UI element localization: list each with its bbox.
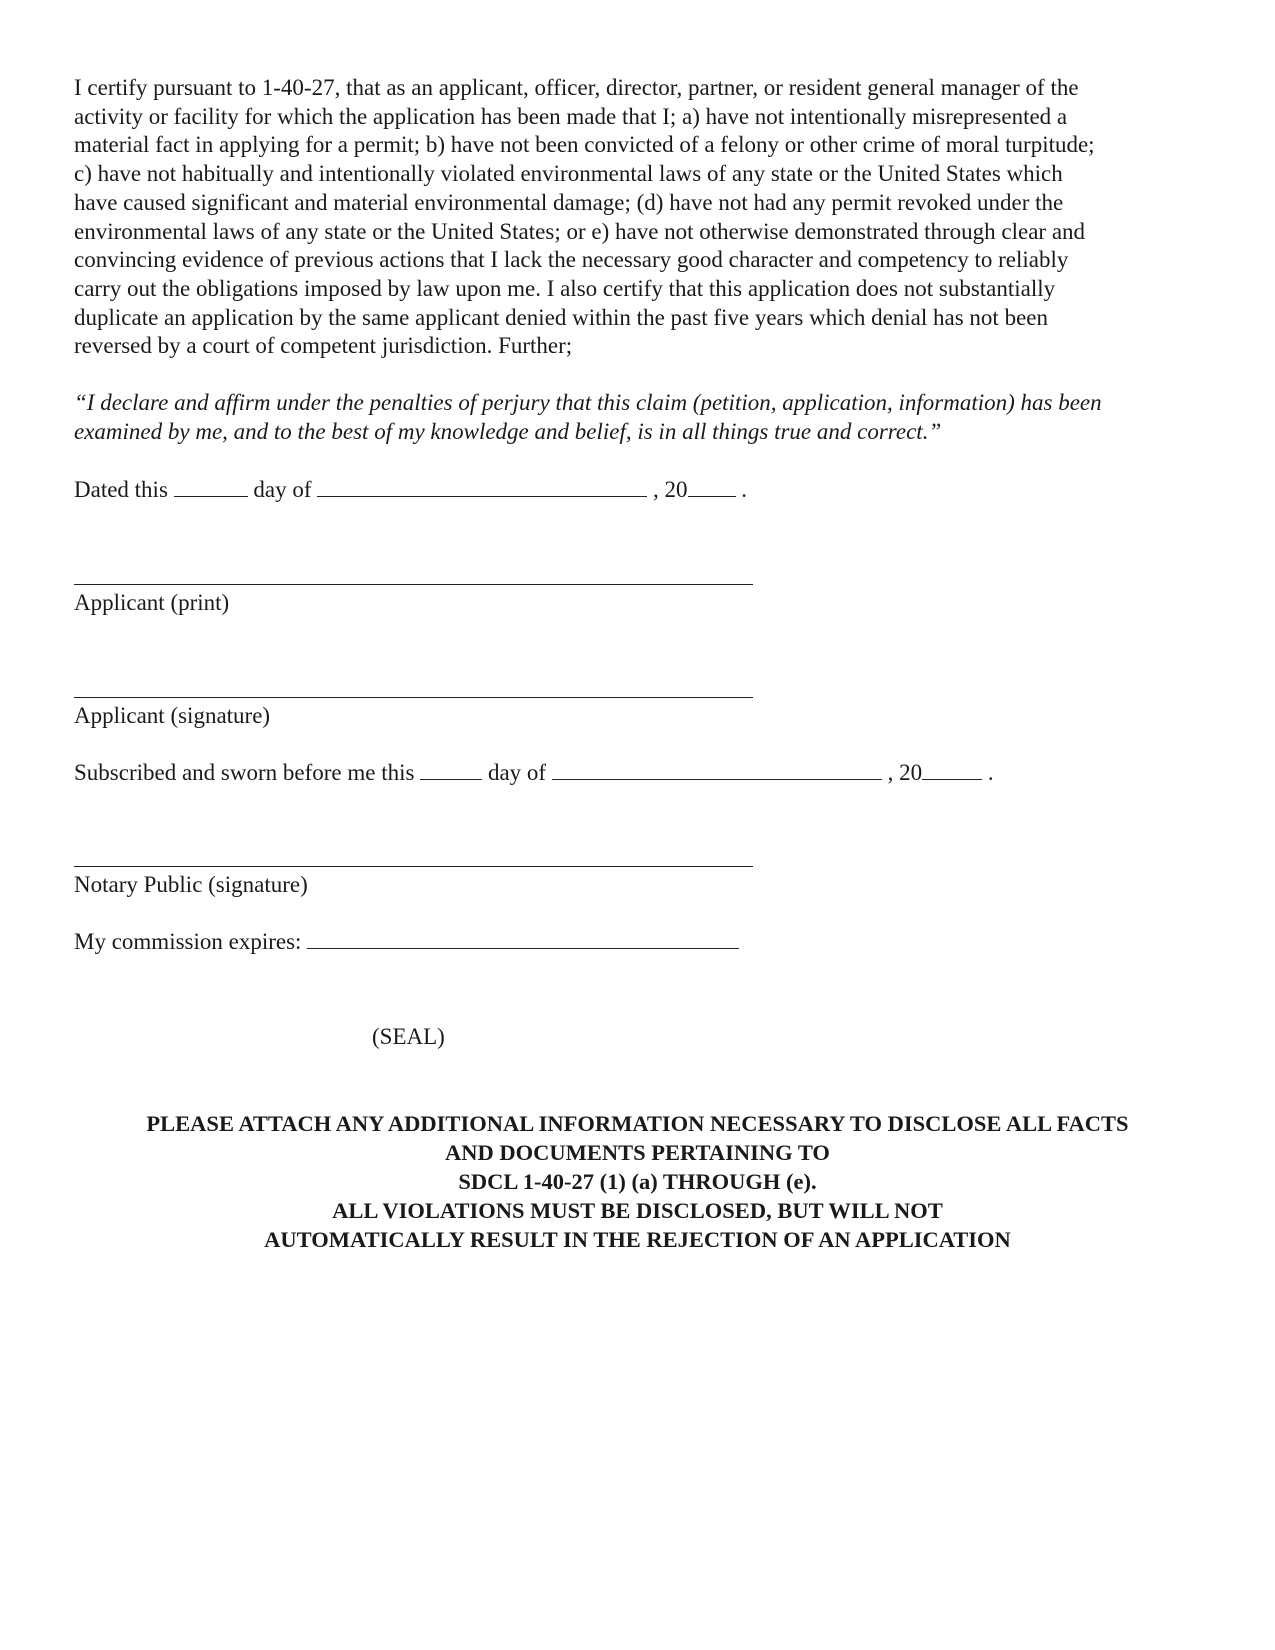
commission-label: My commission expires: — [74, 929, 302, 954]
applicant-signature-label: Applicant (signature) — [74, 703, 271, 728]
notice-line: ALL VIOLATIONS MUST BE DISCLOSED, BUT WILL NOT — [332, 1198, 943, 1223]
certification-line: carry out the obligations imposed by law upon me. I also certify that this application does not substantially — [74, 275, 1056, 301]
subscribed-year-prefix: , 20 — [887, 760, 923, 785]
commission-line — [74, 927, 739, 956]
notice-line: AND DOCUMENTS PERTAINING TO — [445, 1140, 830, 1165]
subscribed-end: . — [987, 760, 994, 785]
certification-line: convincing evidence of previous actions that I lack the necessary good character and competency to reliably — [74, 247, 1069, 273]
applicant-print-field[interactable] — [74, 584, 753, 585]
commission-expires-field[interactable] — [307, 928, 739, 949]
subscribed-line — [74, 758, 994, 787]
applicant-signature-field[interactable] — [74, 697, 753, 698]
seal-label: (SEAL) — [372, 1024, 445, 1049]
dated-year-prefix: , 20 — [653, 477, 688, 502]
certification-line: environmental laws of any state or the United States; or e) have not otherwise demonstrated through clear and — [74, 218, 1086, 244]
certification-line: I certify pursuant to 1-40-27, that as an applicant, officer, director, partner, or resident general manager of the — [74, 75, 1079, 100]
dated-end: . — [741, 477, 748, 502]
dated-year-field[interactable] — [688, 476, 736, 497]
declaration-line: “I declare and affirm under the penalties of perjury that this claim (petition, application, information) has been — [74, 390, 1102, 415]
certification-line: c) have not habitually and intentionally violated environmental laws of any state or the United States which — [74, 161, 1063, 187]
dated-day-of: day of — [253, 477, 312, 502]
subscribed-day-of: day of — [487, 760, 547, 785]
subscribed-year-field[interactable] — [922, 759, 982, 780]
subscribed-prefix: Subscribed and sworn before me this — [74, 760, 415, 785]
dated-line — [74, 475, 747, 504]
dated-month-field[interactable] — [317, 476, 647, 497]
certification-paragraph — [74, 74, 1204, 361]
notary-signature-field[interactable] — [74, 866, 753, 867]
subscribed-month-field[interactable] — [552, 759, 882, 780]
notice-line: AUTOMATICALLY RESULT IN THE REJECTION OF AN APPLICATION — [264, 1227, 1011, 1252]
dated-day-field[interactable] — [174, 476, 248, 497]
dated-prefix: Dated this — [74, 477, 168, 502]
certification-line: have caused significant and material environmental damage; (d) have not had any permit revoked under the — [74, 189, 1064, 215]
certification-line: reversed by a court of competent jurisdiction. Further; — [74, 333, 573, 359]
declaration-line: examined by me, and to the best of my knowledge and belief, is in all things true and correct.” — [74, 418, 942, 444]
notice-line: PLEASE ATTACH ANY ADDITIONAL INFORMATION NECESSARY TO DISCLOSE ALL FACTS — [146, 1111, 1129, 1136]
certification-line: activity or facility for which the application has been made that I; a) have not intentionally misrepresented a — [74, 103, 1068, 129]
notary-signature-label: Notary Public (signature) — [74, 872, 308, 897]
notice-line: SDCL 1-40-27 (1) (a) THROUGH (e). — [458, 1169, 817, 1194]
perjury-declaration — [74, 389, 1204, 446]
disclosure-notice — [74, 1109, 1201, 1254]
certification-line: duplicate an application by the same applicant denied within the past five years which denial has not been — [74, 304, 1048, 330]
subscribed-day-field[interactable] — [420, 759, 482, 780]
certification-line: material fact in applying for a permit; b) have not been convicted of a felony or other crime of moral turpitude; — [74, 132, 1095, 158]
applicant-print-label: Applicant (print) — [74, 590, 230, 615]
